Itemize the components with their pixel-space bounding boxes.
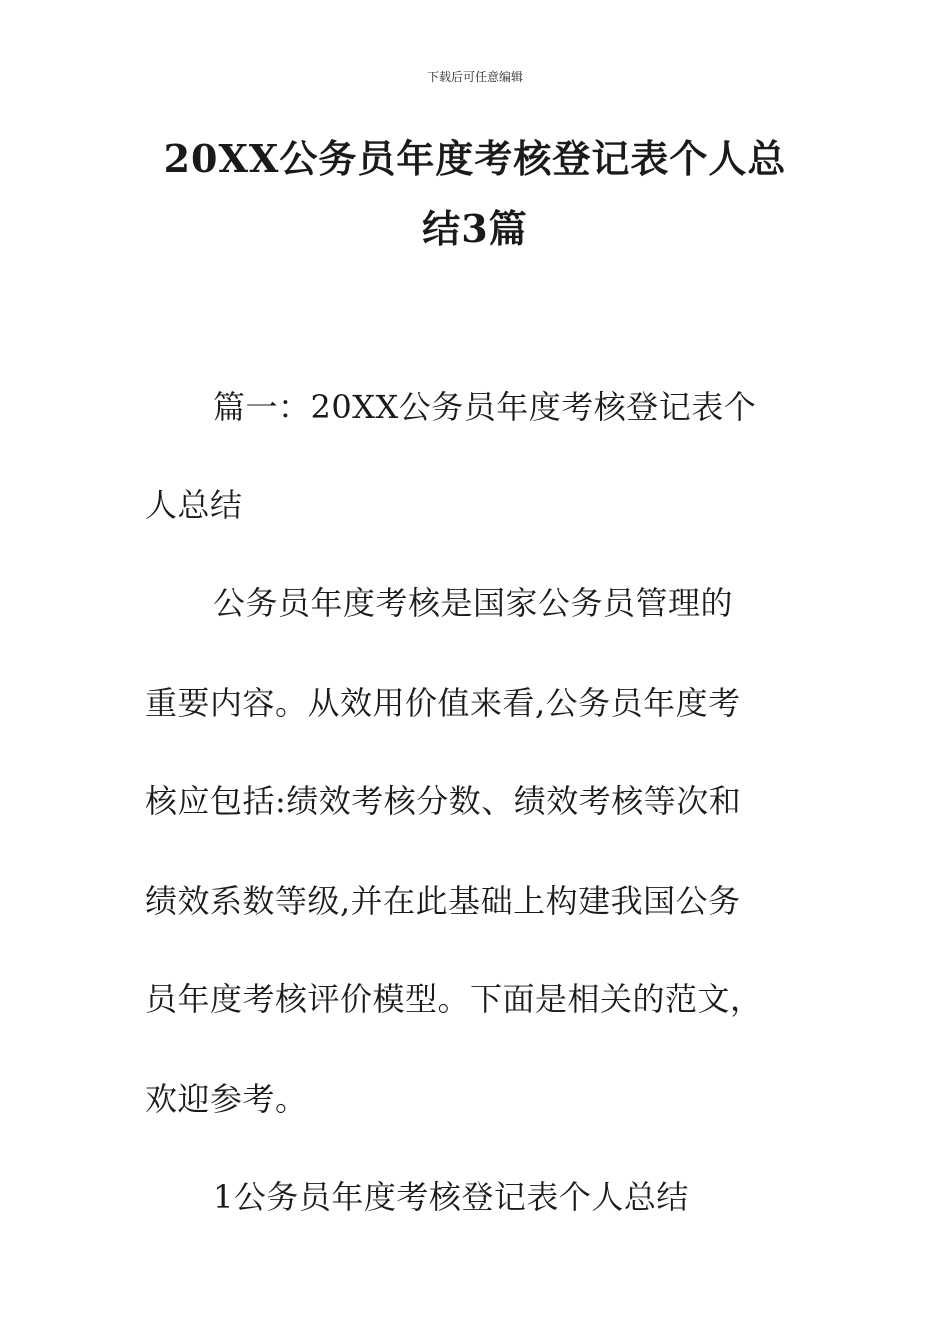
paragraph-line-3: 核应包括:绩效考核分数、绩效考核等次和	[145, 782, 742, 820]
paragraph-line-6: 欢迎参考。	[145, 1080, 308, 1118]
paragraph-line-2: 重要内容。从效用价值来看,公务员年度考	[145, 684, 741, 722]
paragraph-line-4: 绩效系数等级,并在此基础上构建我国公务	[145, 882, 741, 920]
section-heading-line-2: 人总结	[145, 486, 243, 524]
document-title-line-1: 20XX公务员年度考核登记表个人总	[163, 136, 787, 181]
paragraph-line-5: 员年度考核评价模型。下面是相关的范文，	[145, 980, 763, 1018]
header-note: 下载后可任意编辑	[426, 70, 523, 84]
section-heading-line-1: 篇一：20XX公务员年度考核登记表个	[213, 388, 757, 426]
paragraph-line-1: 公务员年度考核是国家公务员管理的	[213, 584, 734, 622]
subheading-1: 1公务员年度考核登记表个人总结	[213, 1178, 689, 1216]
document-title-line-2: 结3篇	[422, 206, 528, 251]
